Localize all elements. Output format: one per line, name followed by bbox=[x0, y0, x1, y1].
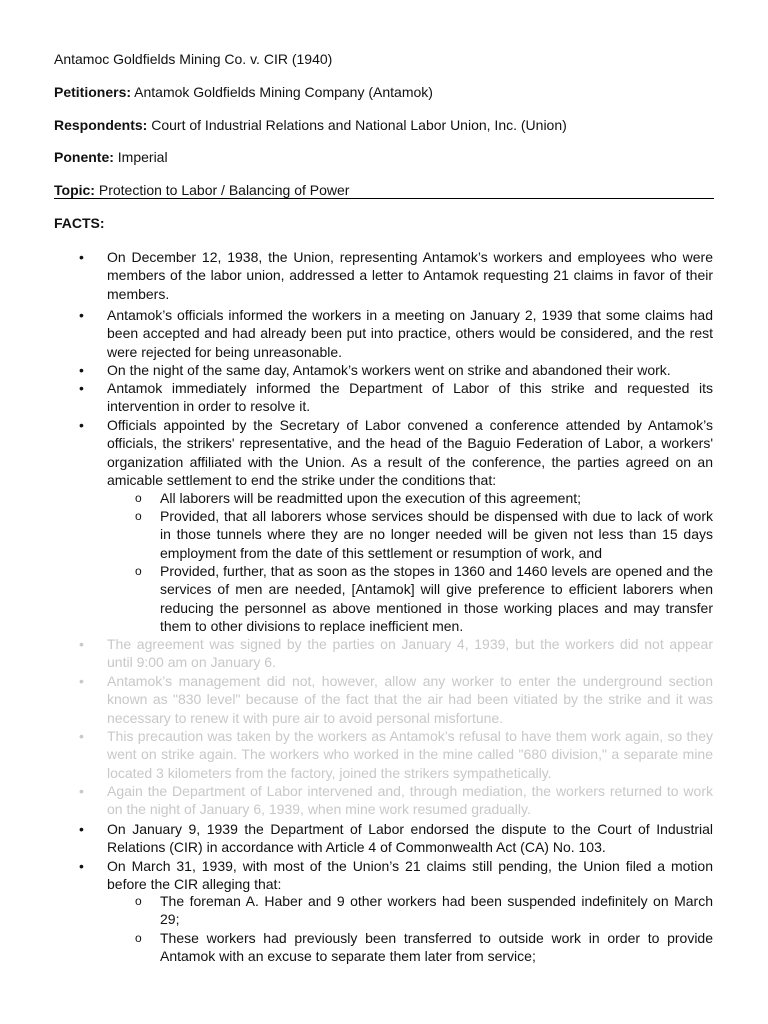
topic-value: Protection to Labor / Balancing of Power bbox=[98, 182, 350, 198]
sub-list-item-text: Provided, further, that as soon as the stopes in 1360 and 1460 levels are opened and the services of men are needed, [Antamok] will give preference to efficient laborers when reducing the personnel as above mentioned in those working places and may transfer them to other divisions to replace inefficient men. bbox=[160, 563, 713, 634]
list-item bbox=[79, 416, 713, 489]
sub-list-item-text: These workers had previously been transferred to outside work in order to provide Antamok with an excuse to separate them later from service; bbox=[160, 930, 713, 965]
list-item-text: Antamok’s officials informed the workers in a meeting on January 2, 1939 that some claims had been accepted and had already been put into practice, others would be considered, and the rest were rejected for being unreasonable. bbox=[107, 307, 713, 360]
list-item-text: The agreement was signed by the parties on January 4, 1939, but the workers did not appear until 9:00 am on January 6. bbox=[107, 636, 713, 671]
bullet-icon: • bbox=[79, 636, 84, 652]
list-item bbox=[79, 379, 713, 416]
list-item-text: On December 12, 1938, the Union, representing Antamok’s workers and employees who were members of the labor union, addressed a letter to Antamok requesting 21 claims in favor of their members. bbox=[107, 249, 713, 302]
sub-list-item-text: The foreman A. Haber and 9 other workers had been suspended indefinitely on March 29; bbox=[160, 893, 713, 928]
list-item-text: On January 9, 1939 the Department of Labor endorsed the dispute to the Court of Industrial Relations (CIR) in accordance with Article 4 of Commonwealth Act (CA) No. 103. bbox=[107, 821, 713, 856]
sub-list-item-text: Provided, that all laborers whose services should be dispensed with due to lack of work in those tunnels where they are no longer needed will be given not less than 15 days employment from the date of this settlement or resumption of work, and bbox=[160, 508, 713, 561]
list-item bbox=[79, 820, 713, 857]
circle-bullet-icon: o bbox=[135, 564, 142, 578]
list-item-text: This precaution was taken by the workers as Antamok’s refusal to have them work again, so they went on strike again. The workers who worked in the mine called "680 division," a separate mine located 3 kilometers from the factory, joined the strikers sympathetically. bbox=[107, 728, 713, 781]
list-item-text: Officials appointed by the Secretary of Labor convened a conference attended by Antamok’s officials, the strikers' representative, and the head of the Baguio Federation of Labor, a workers' organization affiliated with the Union. As a result of the conference, the parties agreed on an amicable settlement to end the strike under the conditions that: bbox=[107, 417, 713, 488]
respondents-line bbox=[54, 116, 567, 134]
case-title: Antamoc Goldfields Mining Co. v. CIR (1940) bbox=[54, 51, 333, 67]
bullet-icon: • bbox=[79, 783, 84, 799]
bullet-icon: • bbox=[79, 821, 84, 837]
petitioners-label: Petitioners: bbox=[54, 84, 132, 100]
list-item bbox=[79, 306, 713, 361]
sub-list-item bbox=[135, 929, 713, 966]
list-item-faded bbox=[79, 672, 713, 727]
topic-line bbox=[54, 181, 349, 199]
circle-bullet-icon: o bbox=[135, 491, 142, 505]
circle-bullet-icon: o bbox=[135, 894, 142, 908]
petitioners-line bbox=[54, 83, 433, 101]
sub-list-item bbox=[135, 507, 713, 562]
topic-label: Topic: bbox=[54, 182, 95, 198]
bullet-icon: • bbox=[79, 858, 84, 874]
respondents-value: Court of Industrial Relations and National Labor Union, Inc. (Union) bbox=[151, 117, 567, 133]
list-item-text: On the night of the same day, Antamok’s workers went on strike and abandoned their work. bbox=[107, 362, 671, 378]
ponente-label: Ponente: bbox=[54, 149, 114, 165]
bullet-icon: • bbox=[79, 728, 84, 744]
bullet-icon: • bbox=[79, 417, 84, 433]
sub-list-item-text: All laborers will be readmitted upon the execution of this agreement; bbox=[160, 490, 582, 506]
list-item-faded bbox=[79, 727, 713, 782]
list-item bbox=[79, 361, 713, 379]
bullet-icon: • bbox=[79, 673, 84, 689]
bullet-icon: • bbox=[79, 380, 84, 396]
sub-list-item bbox=[135, 489, 713, 507]
list-item bbox=[79, 857, 713, 894]
petitioners-value: Antamok Goldfields Mining Company (Antamok) bbox=[134, 84, 433, 100]
respondents-label: Respondents: bbox=[54, 117, 148, 133]
circle-bullet-icon: o bbox=[135, 931, 142, 945]
list-item bbox=[79, 248, 713, 303]
facts-heading: FACTS: bbox=[54, 215, 105, 231]
ponente-value: Imperial bbox=[117, 149, 168, 165]
list-item-faded bbox=[79, 782, 713, 819]
bullet-icon: • bbox=[79, 307, 84, 323]
bullet-icon: • bbox=[79, 249, 84, 265]
list-item-text: On March 31, 1939, with most of the Union’s 21 claims still pending, the Union filed a motion before the CIR alleging that: bbox=[107, 858, 713, 893]
list-item-text: Antamok’s management did not, however, allow any worker to enter the underground section known as "830 level" because of the fact that the air had been vitiated by the strike and it was necessary to renew it with pure air to avoid personal misfortune. bbox=[107, 673, 713, 726]
list-item-text: Antamok immediately informed the Department of Labor of this strike and requested its intervention in order to resolve it. bbox=[107, 380, 713, 415]
header-divider bbox=[54, 198, 714, 199]
bullet-icon: • bbox=[79, 362, 84, 378]
circle-bullet-icon: o bbox=[135, 509, 142, 523]
sub-list-item bbox=[135, 562, 713, 635]
list-item-text: Again the Department of Labor intervened and, through mediation, the workers returned to work on the night of January 6, 1939, when mine work resumed gradually. bbox=[107, 783, 713, 818]
ponente-line bbox=[54, 148, 168, 166]
list-item-faded bbox=[79, 635, 713, 672]
sub-list-item bbox=[135, 892, 713, 929]
